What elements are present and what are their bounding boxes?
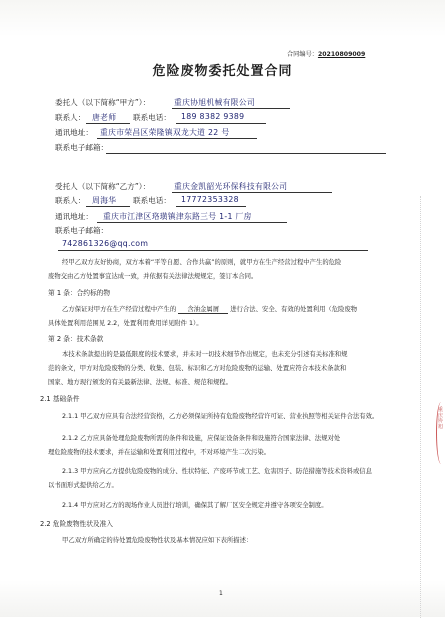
contract-number [287,49,365,58]
party-a-address-label: 通讯地址： [55,128,93,137]
party-b-email-line [58,250,368,251]
party-a-contact-label: 联系人： [55,113,86,122]
section-1-para-2: 具体处置利用范围见 2.2，处置利用费用详见附件 1）。 [48,320,203,327]
section-2-line-3: 国家、地方现行颁发的有关最新法律、法规、标准、规范和规程。 [48,379,232,386]
party-b-contact-label: 联系人： [55,196,86,205]
section-1-para-1-a: 乙方保证对甲方在生产经营过程中产生的 [62,306,177,313]
party-b-address-line [97,222,287,223]
party-a-phone-line [176,123,266,124]
party-a-label: 委托人（以下简称“甲方”）： [55,98,151,107]
section-2-line-2: 范的条文，甲方对危险废物的分类、收集、包装、标识和乙方对危险废物的运输、处置应符合本技术条款和 [48,365,347,372]
section-2-title: 第 2 条：技术条款 [48,335,104,343]
company-seal-text: 重庆协旭 [438,407,444,430]
clause-2-1-2-line-2: 理危险废物的技术要求，并在运输和处置利用过程中，不对环境产生二次污染。 [48,449,271,456]
section-1-para-1 [62,307,357,314]
party-a-address-line [97,138,257,139]
party-a-contact-line [86,123,130,124]
party-b-name: 重庆金凯韶光环保科技有限公司 [174,182,288,191]
party-a-name: 重庆协旭机械有限公司 [174,98,255,107]
clause-2-1-4: 2.1.4 甲方应对乙方的现场作业人员进行培训，确保其了解厂区安全规定并遵守各项安全制度。 [62,502,328,509]
party-b-contact: 周海华 [92,196,117,205]
section-1-title: 第 1 条：合约标的物 [48,289,111,297]
waste-name-fill: 含油金属屑 [178,307,228,314]
section-1-para-1-b: 进行合法、安全、有效的处置利用（危险废物 [230,306,358,313]
clause-2-1-3-line-2: 以书面形式提供给乙方。 [48,482,118,489]
section-2-1-title: 2.1 基础条件 [40,395,80,403]
section-2-2-title: 2.2 危险废物性状及准入 [40,520,113,528]
section-2-2-para: 甲乙双方所确定的待处置危险废物性状及基本情况应如下表所描述： [62,537,253,544]
party-a-address: 重庆市荣昌区荣隆镇双龙大道 22 号 [100,128,230,137]
party-a-name-line [172,108,290,109]
party-b-email: 742861326@qq.com [62,239,149,248]
party-b-contact-line [86,206,130,207]
party-b-name-line [172,192,332,193]
page-fold-line [420,196,421,618]
party-b-email-label: 联系电子邮箱： [55,226,109,235]
intro-line-2: 废物交由乙方处置事宜达成一致，并依据有关法律法规规定，签订本合同。 [48,273,258,280]
party-b-address: 重庆市江津区珞璜镇津东路三号 1-1 厂房 [103,212,252,221]
party-b-phone-line [176,206,246,207]
clause-2-1-1: 2.1.1 甲乙双方应具有合法经营资格，乙方必须保证所持有危险废物经营许可证、营业执照等相关证件合法有效。 [62,413,379,420]
document-title: 危险废物委托处置合同 [152,64,293,79]
party-a-phone: 189 8382 9389 [181,112,245,121]
party-a-email-line [106,153,386,154]
party-b-address-label: 通讯地址： [55,212,93,221]
page-number: 1 [219,590,223,597]
party-b-label: 受托人（以下简称“乙方”）： [55,182,151,191]
party-a-contact: 唐老师 [92,113,117,122]
intro-line-1: 经甲乙双方友好协商，双方本着“平等自愿、合作共赢”的原则，就甲方在生产经营过程中产生的危险 [62,259,342,266]
contract-number-value: 20210809009 [317,51,366,58]
clause-2-1-2-line-1: 2.1.2 乙方应具备处理危险废物所需的条件和设施，应保证设备条件和设施符合国家法律、法规对处 [62,435,341,442]
clause-2-1-3-line-1: 2.1.3 甲方应向乙方提供危险废物的成分、性状特征、产废环节或工艺、危害因子、防范措施等技术资料或信息 [62,468,372,475]
party-a-phone-label: 联系电话： [133,113,171,122]
section-2-line-1: 本技术条款提出的是最低限度的技术要求，并未对一切技术细节作出规定，也未充分引述有关标准和规 [62,351,348,358]
party-b-phone: 17772353328 [181,195,239,204]
party-a-email-label: 联系电子邮箱： [55,143,109,152]
contract-number-label: 合同编号： [287,51,318,58]
party-b-phone-label: 联系电话： [133,196,171,205]
